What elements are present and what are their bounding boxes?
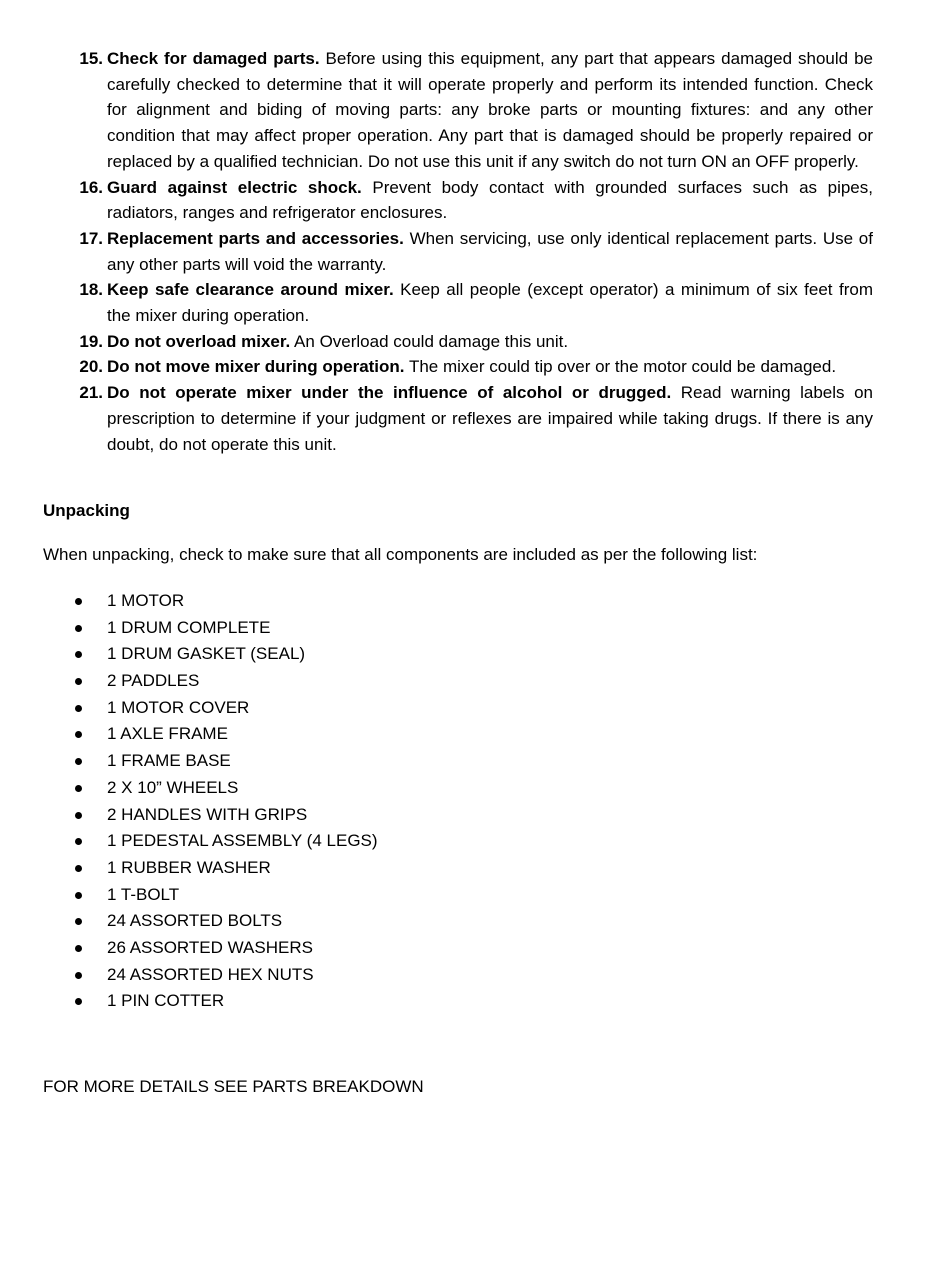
list-item: 1 T-BOLT (43, 882, 378, 909)
unpacking-heading: Unpacking (43, 501, 130, 520)
rule-text: Before using this equipment, any part that appears damaged should be carefully checked to determine that it will operate properly and perform its intended function. Check for alignment and biding of moving parts: any broke parts or mounting fixtures: and any other condition that may affect proper operation. Any part that is damaged should be properly repaired or replaced by a qualified technician. Do not use this unit if any switch do not turn ON an OFF properly. (107, 49, 874, 171)
parts-list (43, 588, 378, 1015)
list-item: 1 DRUM GASKET (SEAL) (43, 641, 378, 668)
rule-title: Do not operate mixer under the influence of alcohol or drugged. (107, 383, 672, 403)
rule-text: Prevent body contact with grounded surfaces such as pipes, radiators, ranges and refrigerator enclosures. (107, 177, 873, 223)
bullet-icon (43, 721, 107, 748)
bullet-icon (43, 882, 107, 909)
rule-item (43, 354, 873, 380)
rule-text: An Overload could damage this unit. (290, 331, 569, 351)
rule-title: Keep safe clearance around mixer. (107, 280, 394, 300)
bullet-icon (43, 935, 107, 962)
bullet-icon (43, 908, 107, 935)
bullet-icon (43, 668, 107, 695)
unpacking-intro: When unpacking, check to make sure that all components are included as per the following list: (43, 545, 758, 564)
list-item: 1 FRAME BASE (43, 748, 378, 775)
bullet-icon (43, 775, 107, 802)
bullet-icon (43, 615, 107, 642)
list-item: 2 X 10” WHEELS (43, 775, 378, 802)
rule-title: Check for damaged parts. (107, 49, 320, 68)
list-item: 1 AXLE FRAME (43, 721, 378, 748)
rule-title: Guard against electric shock. (107, 177, 362, 197)
list-item: 1 RUBBER WASHER (43, 855, 378, 882)
rule-number: 21. (79, 383, 103, 403)
rule-number: 16. (79, 177, 103, 197)
list-item: 1 PIN COTTER (43, 988, 378, 1015)
rule-title: Replacement parts and accessories. (107, 228, 404, 248)
rule-text: Keep all people (except operator) a minimum of six feet from the mixer during operation. (107, 280, 873, 326)
rule-title: Do not overload mixer. (107, 331, 291, 351)
rule-text: Read warning labels on prescription to determine if your judgment or reflexes are impaired while taking drugs. If there is any doubt, do not operate this unit. (107, 383, 873, 454)
list-item: 24 ASSORTED HEX NUTS (43, 962, 378, 989)
list-item: 2 HANDLES WITH GRIPS (43, 802, 378, 829)
rule-text: When servicing, use only identical replacement parts. Use of any other parts will void the warranty. (107, 228, 873, 274)
list-item: 26 ASSORTED WASHERS (43, 935, 378, 962)
bullet-icon (43, 695, 107, 722)
rule-number: 20. (79, 357, 103, 377)
rule-item (43, 277, 873, 328)
rule-item (43, 329, 873, 355)
rule-item (43, 46, 873, 175)
bullet-icon (43, 588, 107, 615)
bullet-icon (43, 802, 107, 829)
bullet-icon (43, 828, 107, 855)
rule-text: The mixer could tip over or the motor could be damaged. (404, 357, 837, 377)
rule-item (43, 226, 873, 277)
rule-number: 19. (79, 331, 103, 351)
parts-breakdown-note: FOR MORE DETAILS SEE PARTS BREAKDOWN (43, 1077, 424, 1096)
bullet-icon (43, 962, 107, 989)
safety-rules-list (43, 46, 873, 457)
list-item: 1 PEDESTAL ASSEMBLY (4 LEGS) (43, 828, 378, 855)
bullet-icon (43, 748, 107, 775)
list-item: 2 PADDLES (43, 668, 378, 695)
rule-number: 17. (79, 228, 103, 248)
list-item: 1 DRUM COMPLETE (43, 615, 378, 642)
list-item: 24 ASSORTED BOLTS (43, 908, 378, 935)
bullet-icon (43, 641, 107, 668)
list-item: 1 MOTOR COVER (43, 695, 378, 722)
bullet-icon (43, 855, 107, 882)
rule-number: 18. (79, 280, 103, 300)
list-item: 1 MOTOR (43, 588, 378, 615)
rule-title: Do not move mixer during operation. (107, 357, 405, 377)
rule-number: 15. (79, 49, 103, 68)
rule-item (43, 380, 873, 457)
rule-item (43, 175, 873, 226)
bullet-icon (43, 988, 107, 1015)
